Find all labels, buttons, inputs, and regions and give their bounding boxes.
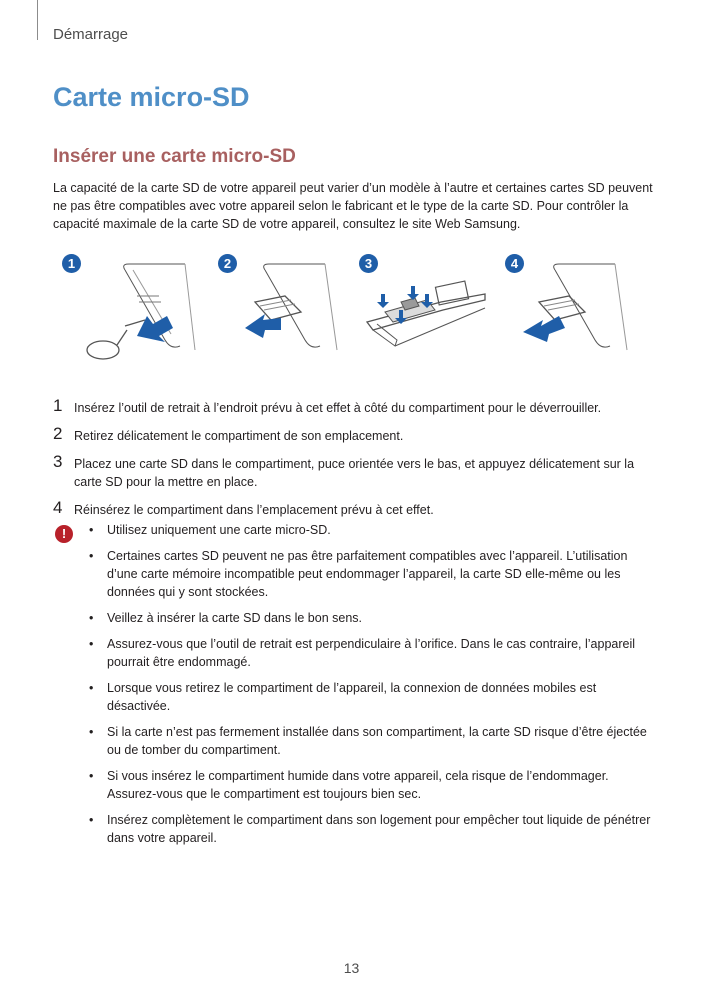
panel-4-arrow	[523, 316, 565, 342]
illustration-badge-4: 4	[505, 254, 524, 273]
step-number: 4	[53, 498, 63, 517]
step-2	[53, 424, 658, 445]
caution-item: • Certaines cartes SD peuvent ne pas être parfaitement compatibles avec l’appareil. L’utilisation d’une carte mémoire incompatible peut endommager l’appareil, la carte SD elle-même ou les données qui y sont stockées.	[89, 549, 628, 599]
caution-item: • Insérez complètement le compartiment dans son logement pour empêcher tout liquide de pénétrer dans votre appareil.	[89, 813, 651, 845]
intro-paragraph: La capacité de la carte SD de votre appareil peut varier d’un modèle à l’autre et certaines cartes SD peuvent ne pas être compatibles avec votre appareil selon le fabricant et le type de la carte SD. Pour contrôler la capacité maximale de la carte SD de votre appareil, consultez le site Web Samsung.	[53, 181, 653, 231]
caution-icon: !	[55, 525, 73, 543]
panel-4-tray-in	[539, 264, 627, 350]
section-header: Démarrage	[53, 26, 129, 43]
illustration-badge-1: 1	[62, 254, 81, 273]
illustration-badge-2: 2	[218, 254, 237, 273]
caution-list	[89, 521, 654, 855]
step-text: Réinsérez le compartiment dans l’emplacement prévu à cet effet.	[74, 503, 434, 517]
page-title: Carte micro-SD	[53, 82, 250, 112]
panel-1-arrow	[137, 316, 173, 342]
panel-1-eject-pin	[87, 264, 195, 359]
caution-item: • Lorsque vous retirez le compartiment de l’appareil, la connexion de données mobiles est désactivée.	[89, 681, 597, 713]
panel-2-tray-out	[255, 264, 337, 350]
caution-item: • Veillez à insérer la carte SD dans le bon sens.	[89, 611, 362, 625]
panel-3-tray-card	[367, 281, 485, 346]
illustration-badge-3: 3	[359, 254, 378, 273]
caution-item: • Utilisez uniquement une carte micro-SD.	[89, 523, 331, 537]
step-number: 2	[53, 424, 63, 443]
caution-item: • Si vous insérez le compartiment humide dans votre appareil, cela risque de l’endommager. Assurez-vous que le compartiment est toujours bien sec.	[89, 769, 609, 801]
step-text: Retirez délicatement le compartiment de son emplacement.	[74, 429, 404, 443]
panel-2-arrow	[245, 314, 281, 338]
step-3	[53, 452, 658, 491]
steps-list	[53, 396, 658, 529]
step-number: 1	[53, 396, 63, 415]
sd-card-insertion-illustration	[55, 250, 650, 380]
page-number: 13	[343, 960, 360, 976]
header-rule	[37, 0, 38, 40]
caution-item: • Si la carte n’est pas fermement installée dans son compartiment, la carte SD risque d’être éjectée ou de tomber du compartiment.	[89, 725, 647, 757]
step-1	[53, 396, 658, 417]
step-text: Placez une carte SD dans le compartiment, puce orientée vers le bas, et appuyez délicatement sur la carte SD pour la mettre en place.	[74, 457, 635, 489]
step-4	[53, 498, 658, 519]
step-text: Insérez l’outil de retrait à l’endroit prévu à cet effet à côté du compartiment pour le déverrouiller.	[74, 401, 602, 415]
caution-item: • Assurez-vous que l’outil de retrait est perpendiculaire à l’orifice. Dans le cas contraire, l’appareil pourrait être endommagé.	[89, 637, 636, 669]
section-subtitle: Insérer une carte micro-SD	[53, 146, 296, 167]
step-number: 3	[53, 452, 63, 471]
